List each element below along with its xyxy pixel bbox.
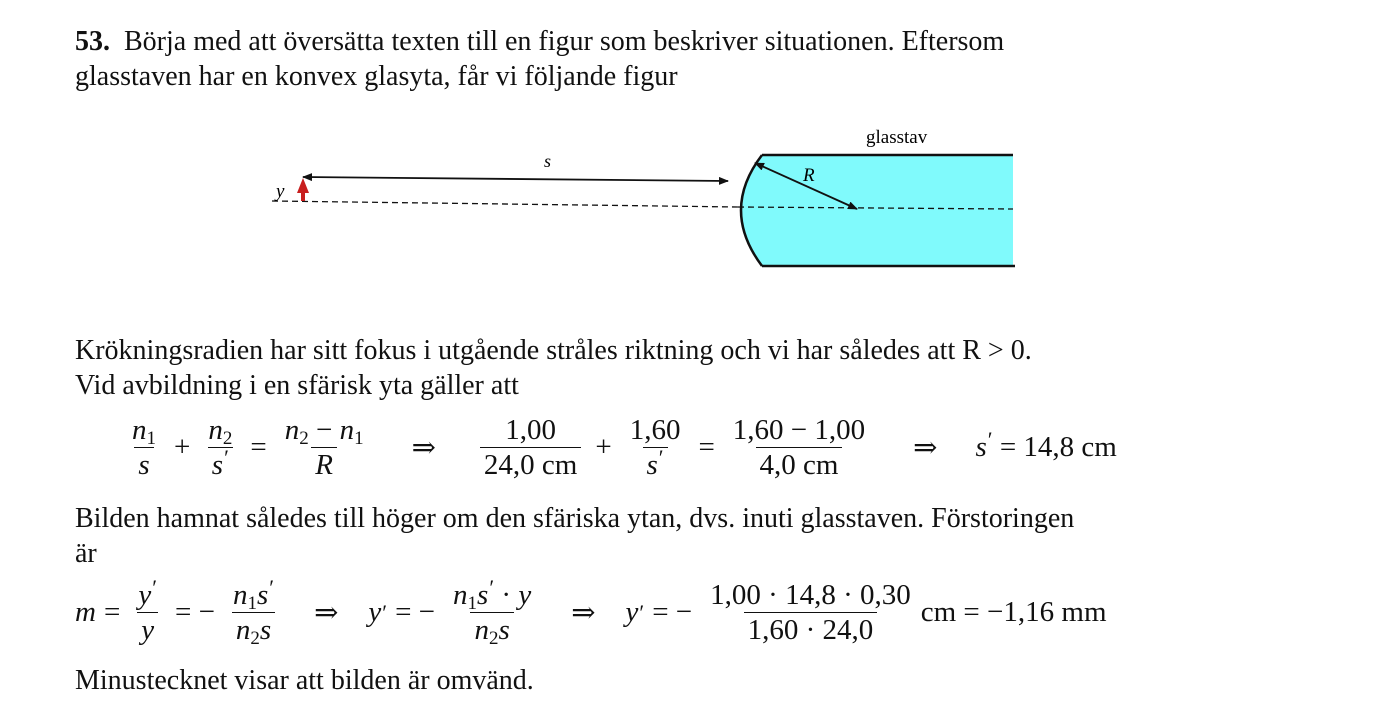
radius-label: R [803, 165, 815, 186]
intro-paragraph [75, 24, 1004, 94]
object-label: y [276, 181, 285, 202]
problem-number: 53. [75, 26, 110, 57]
image-distance-result: s′ = 14,8 cm [975, 427, 1117, 463]
fraction-n1s-prime-over-n2s: $\frac{n_1s'}{n_2s}$ [232, 575, 275, 649]
magnification-equation: m = $\frac{y'}{y}$ = − $\frac{n_1s'}{n_2s}$ ⇒ y ′ = − $\frac{n_1s' \cdot y}{n_2s}$ ⇒ y ′ = − $\frac{1,00 \cdot 14,8 \cdot 0,30}{1,60 \cdot 24,0}$ cm = −1,16 mm [75, 575, 1107, 649]
fraction-final-numeric: $\frac{1,00 \cdot 14,8 \cdot 0,30}{1,60 \cdot 24,0}$ [710, 579, 911, 646]
implies-arrow-3: ⇒ [314, 597, 339, 629]
implies-arrow-2: ⇒ [913, 432, 938, 464]
object-arrow [297, 178, 309, 201]
paragraph-3 [75, 501, 1074, 571]
fraction-n2-over-s-prime: $\frac{n_2}{s'}$ [208, 414, 233, 481]
paragraph-2-line-2: Vid avbildning i en sfärisk yta gäller att [75, 370, 519, 401]
fraction-right-numeric: $\frac{1,60 - 1,00}{4,0 cm}$ [732, 414, 866, 481]
magnification-result: cm = −1,16 mm [920, 596, 1107, 628]
fraction-left-numeric: $\frac{1,00}{24,0 cm}$ [480, 413, 581, 482]
fraction-mid-numeric: $\frac{1,60}{s'}$ [629, 414, 681, 481]
rod-label: glasstav [866, 127, 928, 148]
distance-arrow [303, 177, 728, 181]
glass-rod [741, 155, 1013, 266]
intro-line-2: glasstaven har en konvex glasyta, får vi följande figur [75, 61, 678, 92]
implies-arrow: ⇒ [411, 432, 436, 464]
fraction-y-prime-over-y: $\frac{y'}{y}$ [138, 575, 157, 646]
fraction-n1-over-s: $\frac{n_1}{s}$ [132, 414, 156, 481]
conclusion: Minustecknet visar att bilden är omvänd. [75, 665, 534, 696]
optical-axis [272, 201, 738, 207]
implies-arrow-4: ⇒ [571, 597, 596, 629]
distance-label: s [544, 151, 552, 171]
refraction-equation: $\frac{n_1}{s}$ + $\frac{n_2}{s'}$ = $\frac{n_2 - n_1}{R}$ ⇒ $\frac{1,00}{24,0 cm}$ + $\frac{1,60}{s'}$ = $\frac{1,60 - 1,00}{4,0 cm}$ ⇒ s′ = 14,8 cm [122, 413, 1117, 482]
paragraph-3-line-2: är [75, 538, 97, 569]
paragraph-2-line-1: Krökningsradien har sitt fokus i utgående stråles riktning och vi har således att R > 0. [75, 335, 1032, 366]
fraction-y-prime-formula: $\frac{n_1s' \cdot y}{n_2s}$ [453, 575, 532, 649]
paragraph-2 [75, 333, 1032, 403]
intro-line-1: Börja med att översätta texten till en figur som beskriver situationen. Eftersom [124, 26, 1005, 57]
glass-rod-figure [0, 110, 1392, 280]
paragraph-3-line-1: Bilden hamnat således till höger om den sfäriska ytan, dvs. inuti glasstaven. Förstoringen [75, 503, 1075, 534]
fraction-n2-minus-n1-over-r: $\frac{n_2 - n_1}{R}$ [284, 414, 364, 481]
